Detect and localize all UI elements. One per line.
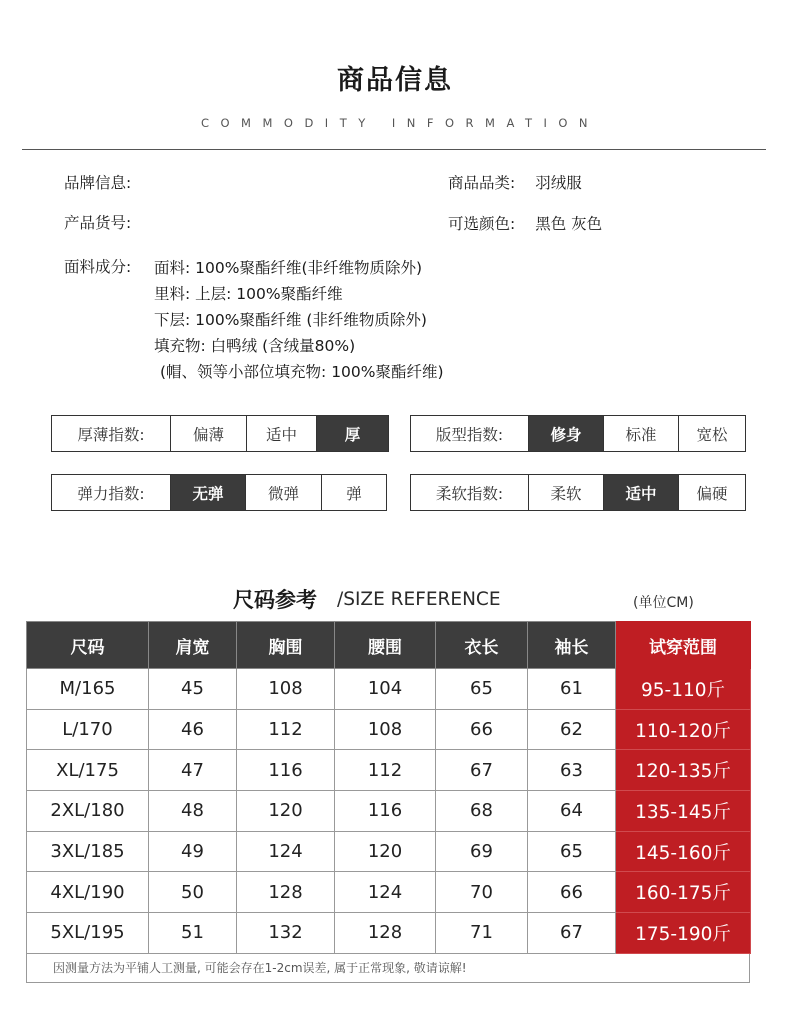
fit-option: 宽松 bbox=[678, 416, 745, 451]
header-fit-range: 试穿范围 bbox=[616, 622, 751, 669]
page-subtitle: COMMODITY INFORMATION bbox=[200, 116, 600, 130]
cell-shoulder: 45 bbox=[149, 669, 237, 710]
table-row bbox=[27, 709, 751, 750]
cell-chest: 128 bbox=[237, 872, 335, 913]
cell-length: 65 bbox=[436, 669, 528, 710]
table-row bbox=[27, 791, 751, 832]
cell-length: 67 bbox=[436, 750, 528, 791]
cell-waist: 116 bbox=[335, 791, 436, 832]
softness-option: 偏硬 bbox=[678, 475, 745, 510]
header-sleeve: 袖长 bbox=[528, 622, 616, 669]
cell-sleeve: 61 bbox=[528, 669, 616, 710]
brand-info bbox=[64, 171, 141, 193]
brand-label: 品牌信息: bbox=[64, 174, 132, 192]
table-row bbox=[27, 831, 751, 872]
cell-size: 4XL/190 bbox=[27, 872, 149, 913]
cell-waist: 112 bbox=[335, 750, 436, 791]
color-value: 黑色 灰色 bbox=[535, 215, 603, 233]
elasticity-option: 微弹 bbox=[245, 475, 321, 510]
page-title: 商品信息 bbox=[337, 65, 453, 96]
cell-sleeve: 66 bbox=[528, 872, 616, 913]
cell-length: 66 bbox=[436, 709, 528, 750]
cell-size: L/170 bbox=[27, 709, 149, 750]
cell-shoulder: 50 bbox=[149, 872, 237, 913]
thickness-index-label: 厚薄指数: bbox=[77, 425, 145, 444]
cell-fit-range: 175-190斤 bbox=[616, 913, 751, 954]
header-length: 衣长 bbox=[436, 622, 528, 669]
elasticity-option: 弹 bbox=[321, 475, 386, 510]
softness-index-label: 柔软指数: bbox=[435, 484, 504, 503]
fit-index bbox=[410, 415, 746, 452]
elasticity-index-label: 弹力指数: bbox=[77, 484, 145, 503]
fabric-line: 下层: 100%聚酯纤维 (非纤维物质除外) bbox=[154, 311, 427, 329]
sku-label: 产品货号: bbox=[64, 214, 132, 232]
fabric-line: 填充物: 白鸭绒 (含绒量80%) bbox=[154, 337, 356, 355]
size-reference-title: 尺码参考 bbox=[233, 588, 317, 612]
thickness-index bbox=[51, 415, 389, 452]
fabric-label: 面料成分: bbox=[64, 258, 132, 276]
cell-size: XL/175 bbox=[27, 750, 149, 791]
cell-chest: 112 bbox=[237, 709, 335, 750]
elasticity-option-selected: 无弹 bbox=[170, 475, 245, 510]
cell-fit-range: 145-160斤 bbox=[616, 831, 751, 872]
header-shoulder: 肩宽 bbox=[149, 622, 237, 669]
cell-sleeve: 63 bbox=[528, 750, 616, 791]
cell-sleeve: 62 bbox=[528, 709, 616, 750]
cell-fit-range: 95-110斤 bbox=[616, 669, 751, 710]
cell-shoulder: 47 bbox=[149, 750, 237, 791]
cell-shoulder: 48 bbox=[149, 791, 237, 832]
thickness-option: 适中 bbox=[246, 416, 316, 451]
cell-waist: 104 bbox=[335, 669, 436, 710]
cell-fit-range: 110-120斤 bbox=[616, 709, 751, 750]
cell-length: 68 bbox=[436, 791, 528, 832]
divider bbox=[22, 149, 766, 150]
table-row bbox=[27, 872, 751, 913]
cell-length: 70 bbox=[436, 872, 528, 913]
category-info bbox=[448, 171, 582, 193]
cell-sleeve: 64 bbox=[528, 791, 616, 832]
softness-option-selected: 适中 bbox=[603, 475, 678, 510]
softness-option: 柔软 bbox=[528, 475, 603, 510]
cell-shoulder: 49 bbox=[149, 831, 237, 872]
table-row bbox=[27, 913, 751, 954]
header-size: 尺码 bbox=[27, 622, 149, 669]
cell-length: 71 bbox=[436, 913, 528, 954]
header-chest: 胸围 bbox=[237, 622, 335, 669]
cell-length: 69 bbox=[436, 831, 528, 872]
category-label: 商品品类: bbox=[448, 174, 516, 192]
cell-size: 5XL/195 bbox=[27, 913, 149, 954]
fit-option-selected: 修身 bbox=[528, 416, 603, 451]
elasticity-index bbox=[51, 474, 387, 511]
cell-waist: 128 bbox=[335, 913, 436, 954]
cell-waist: 124 bbox=[335, 872, 436, 913]
cell-fit-range: 135-145斤 bbox=[616, 791, 751, 832]
cell-chest: 116 bbox=[237, 750, 335, 791]
cell-shoulder: 51 bbox=[149, 913, 237, 954]
cell-waist: 108 bbox=[335, 709, 436, 750]
cell-size: M/165 bbox=[27, 669, 149, 710]
color-label: 可选颜色: bbox=[448, 215, 516, 233]
cell-sleeve: 65 bbox=[528, 831, 616, 872]
fabric-line: 里料: 上层: 100%聚酯纤维 bbox=[154, 285, 343, 303]
cell-chest: 108 bbox=[237, 669, 335, 710]
color-info bbox=[448, 212, 602, 234]
fit-index-label: 版型指数: bbox=[435, 425, 504, 444]
unit-label: (单位CM) bbox=[633, 595, 694, 611]
header-waist: 腰围 bbox=[335, 622, 436, 669]
cell-fit-range: 120-135斤 bbox=[616, 750, 751, 791]
cell-chest: 124 bbox=[237, 831, 335, 872]
cell-chest: 132 bbox=[237, 913, 335, 954]
fabric-line: (帽、领等小部位填充物: 100%聚酯纤维) bbox=[160, 363, 444, 381]
sku-info bbox=[64, 211, 141, 233]
fabric-line: 面料: 100%聚酯纤维(非纤维物质除外) bbox=[154, 259, 423, 277]
softness-index bbox=[410, 474, 746, 511]
table-header-row bbox=[27, 622, 751, 669]
cell-chest: 120 bbox=[237, 791, 335, 832]
cell-size: 2XL/180 bbox=[27, 791, 149, 832]
cell-size: 3XL/185 bbox=[27, 831, 149, 872]
table-row bbox=[27, 750, 751, 791]
size-table bbox=[26, 621, 751, 954]
fit-option: 标准 bbox=[603, 416, 678, 451]
table-row bbox=[27, 669, 751, 710]
cell-fit-range: 160-175斤 bbox=[616, 872, 751, 913]
size-reference-title-en: /SIZE REFERENCE bbox=[337, 589, 501, 610]
cell-sleeve: 67 bbox=[528, 913, 616, 954]
cell-shoulder: 46 bbox=[149, 709, 237, 750]
category-value: 羽绒服 bbox=[535, 174, 582, 192]
measurement-note: 因测量方法为平铺人工测量, 可能会存在1-2cm误差, 属于正常现象, 敬请谅解! bbox=[26, 954, 750, 983]
cell-waist: 120 bbox=[335, 831, 436, 872]
thickness-option: 偏薄 bbox=[170, 416, 246, 451]
thickness-option-selected: 厚 bbox=[316, 416, 388, 451]
